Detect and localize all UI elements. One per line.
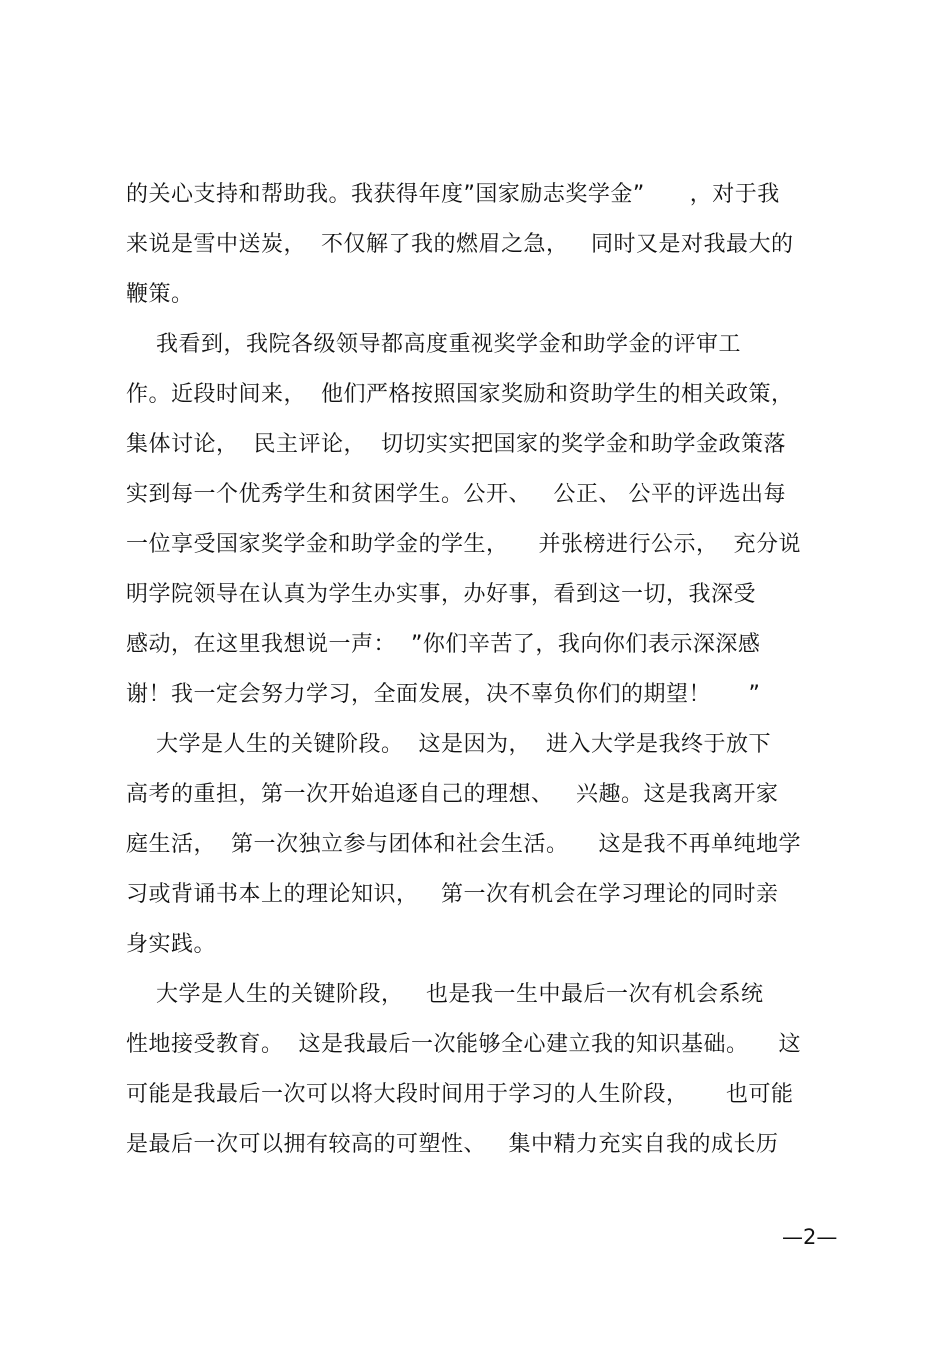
page-number: —2— xyxy=(782,1225,838,1249)
text-line: 性地接受教育。 这是我最后一次能够全心建立我的知识基础。 这 xyxy=(126,1032,801,1057)
text-line: 作。近段时间来， 他们严格按照国家奖励和资助学生的相关政策， xyxy=(126,382,794,407)
text-line: 高考的重担，第一次开始追逐自己的理想、 兴趣。这是我离开家 xyxy=(126,782,779,807)
text-line: 大学是人生的关键阶段。 这是因为， 进入大学是我终于放下 xyxy=(126,732,771,757)
text-line: 大学是人生的关键阶段， 也是我一生中最后一次有机会系统 xyxy=(126,982,764,1007)
text-line: 鞭策。 xyxy=(126,282,194,307)
text-line: 明学院领导在认真为学生办实事，办好事，看到这一切，我深受 xyxy=(126,582,757,607)
text-line: 来说是雪中送炭， 不仅解了我的燃眉之急， 同时又是对我最大的 xyxy=(126,232,794,257)
text-line: 感动，在这里我想说一声： ”你们辛苦了，我向你们表示深深感 xyxy=(126,632,761,657)
text-line: 的关心支持和帮助我。我获得年度”国家励志奖学金” ，对于我 xyxy=(126,182,780,207)
text-line: 习或背诵书本上的理论知识， 第一次有机会在学习理论的同时亲 xyxy=(126,882,779,907)
text-line: 集体讨论， 民主评论， 切切实实把国家的奖学金和助学金政策落 xyxy=(126,432,786,457)
text-line: 是最后一次可以拥有较高的可塑性、 集中精力充实自我的成长历 xyxy=(126,1132,779,1157)
text-line: 庭生活， 第一次独立参与团体和社会生活。 这是我不再单纯地学 xyxy=(126,832,801,857)
text-line: 谢！我一定会努力学习，全面发展，决不辜负你们的期望！ ” xyxy=(126,682,761,707)
text-line: 实到每一个优秀学生和贫困学生。公开、 公正、 公平的评选出每 xyxy=(126,482,786,507)
text-line: 一位享受国家奖学金和助学金的学生， 并张榜进行公示， 充分说 xyxy=(126,532,801,557)
text-line: 可能是我最后一次可以将大段时间用于学习的人生阶段， 也可能 xyxy=(126,1082,794,1107)
text-line: 我看到，我院各级领导都高度重视奖学金和助学金的评审工 xyxy=(126,332,741,357)
text-line: 身实践。 xyxy=(126,932,217,957)
